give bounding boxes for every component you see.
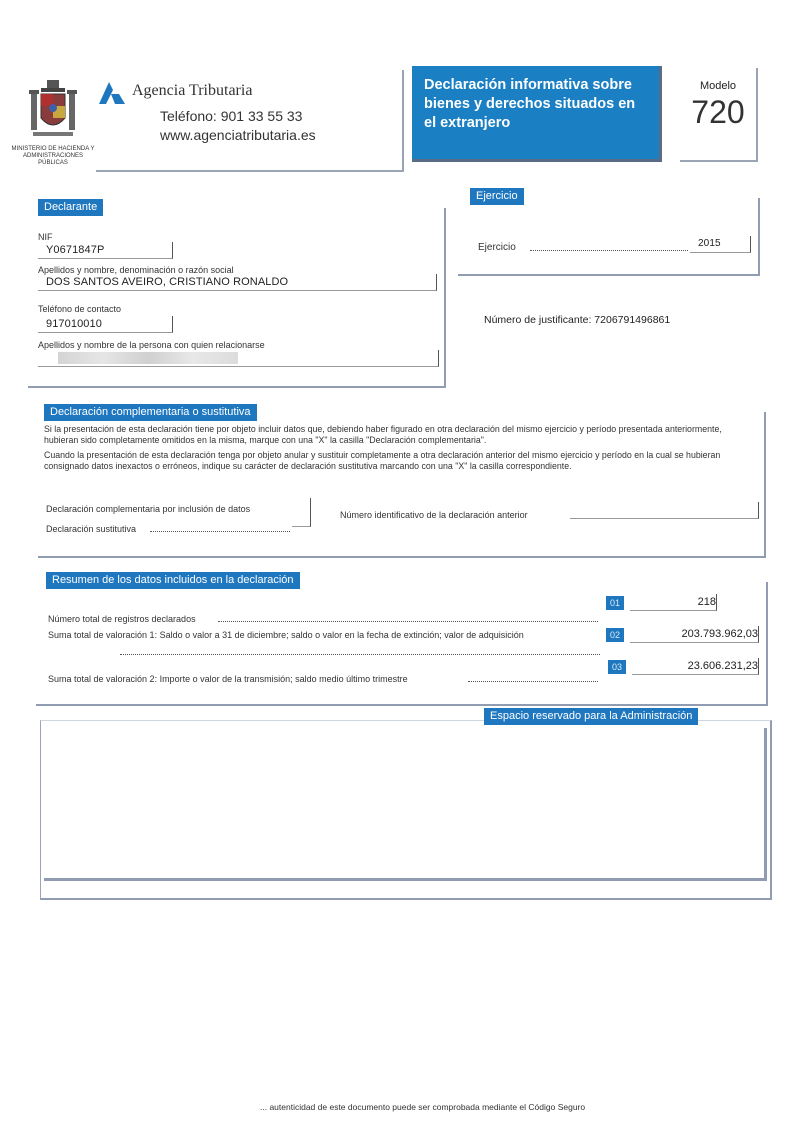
resumen-row-3-label: Suma total de valoración 2: Importe o valor de la transmisión; saldo medio último trimestre xyxy=(48,674,408,684)
resumen-row-2-label: Suma total de valoración 1: Saldo o valor a 31 de diciembre; saldo o valor en la fecha de extinción; valor de adquisición xyxy=(48,630,524,640)
ejercicio-field[interactable] xyxy=(690,236,751,253)
nif-value: Y0671847P xyxy=(46,244,105,256)
ministry-block xyxy=(8,78,98,167)
resumen-row-2-value[interactable]: 203.793.962,03 xyxy=(630,626,759,643)
redacted-contact xyxy=(58,352,238,364)
resumen-row-1-code: 01 xyxy=(606,596,624,610)
name-value: DOS SANTOS AVEIRO, CRISTIANO RONALDO xyxy=(46,276,289,288)
justificante-number: Número de justificante: 7206791496861 xyxy=(484,314,671,326)
agency-name: Agencia Tributaria xyxy=(132,82,253,99)
contact-field[interactable] xyxy=(38,350,439,367)
ejercicio-label: Ejercicio xyxy=(478,242,516,253)
nif-label: NIF xyxy=(38,232,53,242)
nif-field[interactable] xyxy=(38,242,173,259)
resumen-row-1-leader xyxy=(218,621,598,622)
modelo-number: 720 xyxy=(691,94,745,130)
administracion-inner xyxy=(44,728,767,881)
modelo-label: Modelo xyxy=(699,80,737,92)
resumen-row-3-code: 03 xyxy=(608,660,626,674)
agency-phone: Teléfono: 901 33 55 33 xyxy=(160,108,303,124)
ejercicio-leader xyxy=(530,250,688,251)
resumen-row-2-code: 02 xyxy=(606,628,624,642)
phone-field[interactable] xyxy=(38,316,173,333)
sustitutiva-leader xyxy=(150,531,290,532)
ejercicio-value: 2015 xyxy=(698,238,721,249)
resumen-row-2-leader xyxy=(120,654,600,655)
resumen-row-1-value[interactable]: 218 xyxy=(630,594,717,611)
coat-of-arms-icon xyxy=(25,78,81,142)
resumen-section-title: Resumen de los datos incluidos en la declaración xyxy=(46,572,300,589)
resumen-row-3-value[interactable]: 23.606.231,23 xyxy=(632,658,759,675)
contact-label: Apellidos y nombre de la persona con quien relacionarse xyxy=(38,340,265,350)
agency-website: www.agenciatributaria.es xyxy=(160,127,316,143)
footer-text: ... autenticidad de este documento puede ser comprobada mediante el Código Seguro xyxy=(260,1102,586,1112)
form-title: Declaración informativa sobre bienes y derechos situados en el extranjero xyxy=(412,66,662,162)
numero-anterior-field[interactable] xyxy=(570,502,759,519)
administracion-section-title: Espacio reservado para la Administración xyxy=(484,708,698,725)
modelo-box xyxy=(680,68,758,162)
numero-anterior-label: Número identificativo de la declaración anterior xyxy=(340,510,528,520)
phone-label: Teléfono de contacto xyxy=(38,304,122,314)
complementaria-text-1: Si la presentación de esta declaración tiene por objeto incluir datos que, debiendo haber figurado en otra declaración del mismo ejercicio y período presentada anteriormente, hubieran sido completamente omitidos en la misma, marque con una "X" la casilla "Declaración complementaria". xyxy=(44,424,722,445)
phone-value: 917010010 xyxy=(46,318,102,330)
complementaria-label: Declaración complementaria por inclusión de datos xyxy=(46,504,251,514)
name-field[interactable] xyxy=(38,274,437,291)
declarante-section-title: Declarante xyxy=(38,199,103,216)
complementaria-text-2: Cuando la presentación de esta declaración tenga por objeto anular y sustituir completamente a otra declaración anterior del mismo ejercicio y período en la cual se hubieran consignado datos inexactos o erróneos, indique su carácter de declaración sustitutiva marcando con una "X" la casilla correspondiente. xyxy=(44,450,721,471)
complementaria-checkbox[interactable] xyxy=(292,498,311,527)
resumen-row-1-label: Número total de registros declarados xyxy=(48,614,196,624)
complementaria-section-title: Declaración complementaria o sustitutiva xyxy=(44,404,257,421)
resumen-row-3-leader xyxy=(468,681,598,682)
ejercicio-section-title: Ejercicio xyxy=(470,188,524,205)
ministry-label: MINISTERIO DE HACIENDA Y ADMINISTRACIONES PÚBLICAS xyxy=(11,146,95,166)
name-label: Apellidos y nombre, denominación o razón social xyxy=(38,265,234,275)
sustitutiva-label: Declaración sustitutiva xyxy=(46,524,137,534)
agency-logo-icon xyxy=(97,80,127,106)
